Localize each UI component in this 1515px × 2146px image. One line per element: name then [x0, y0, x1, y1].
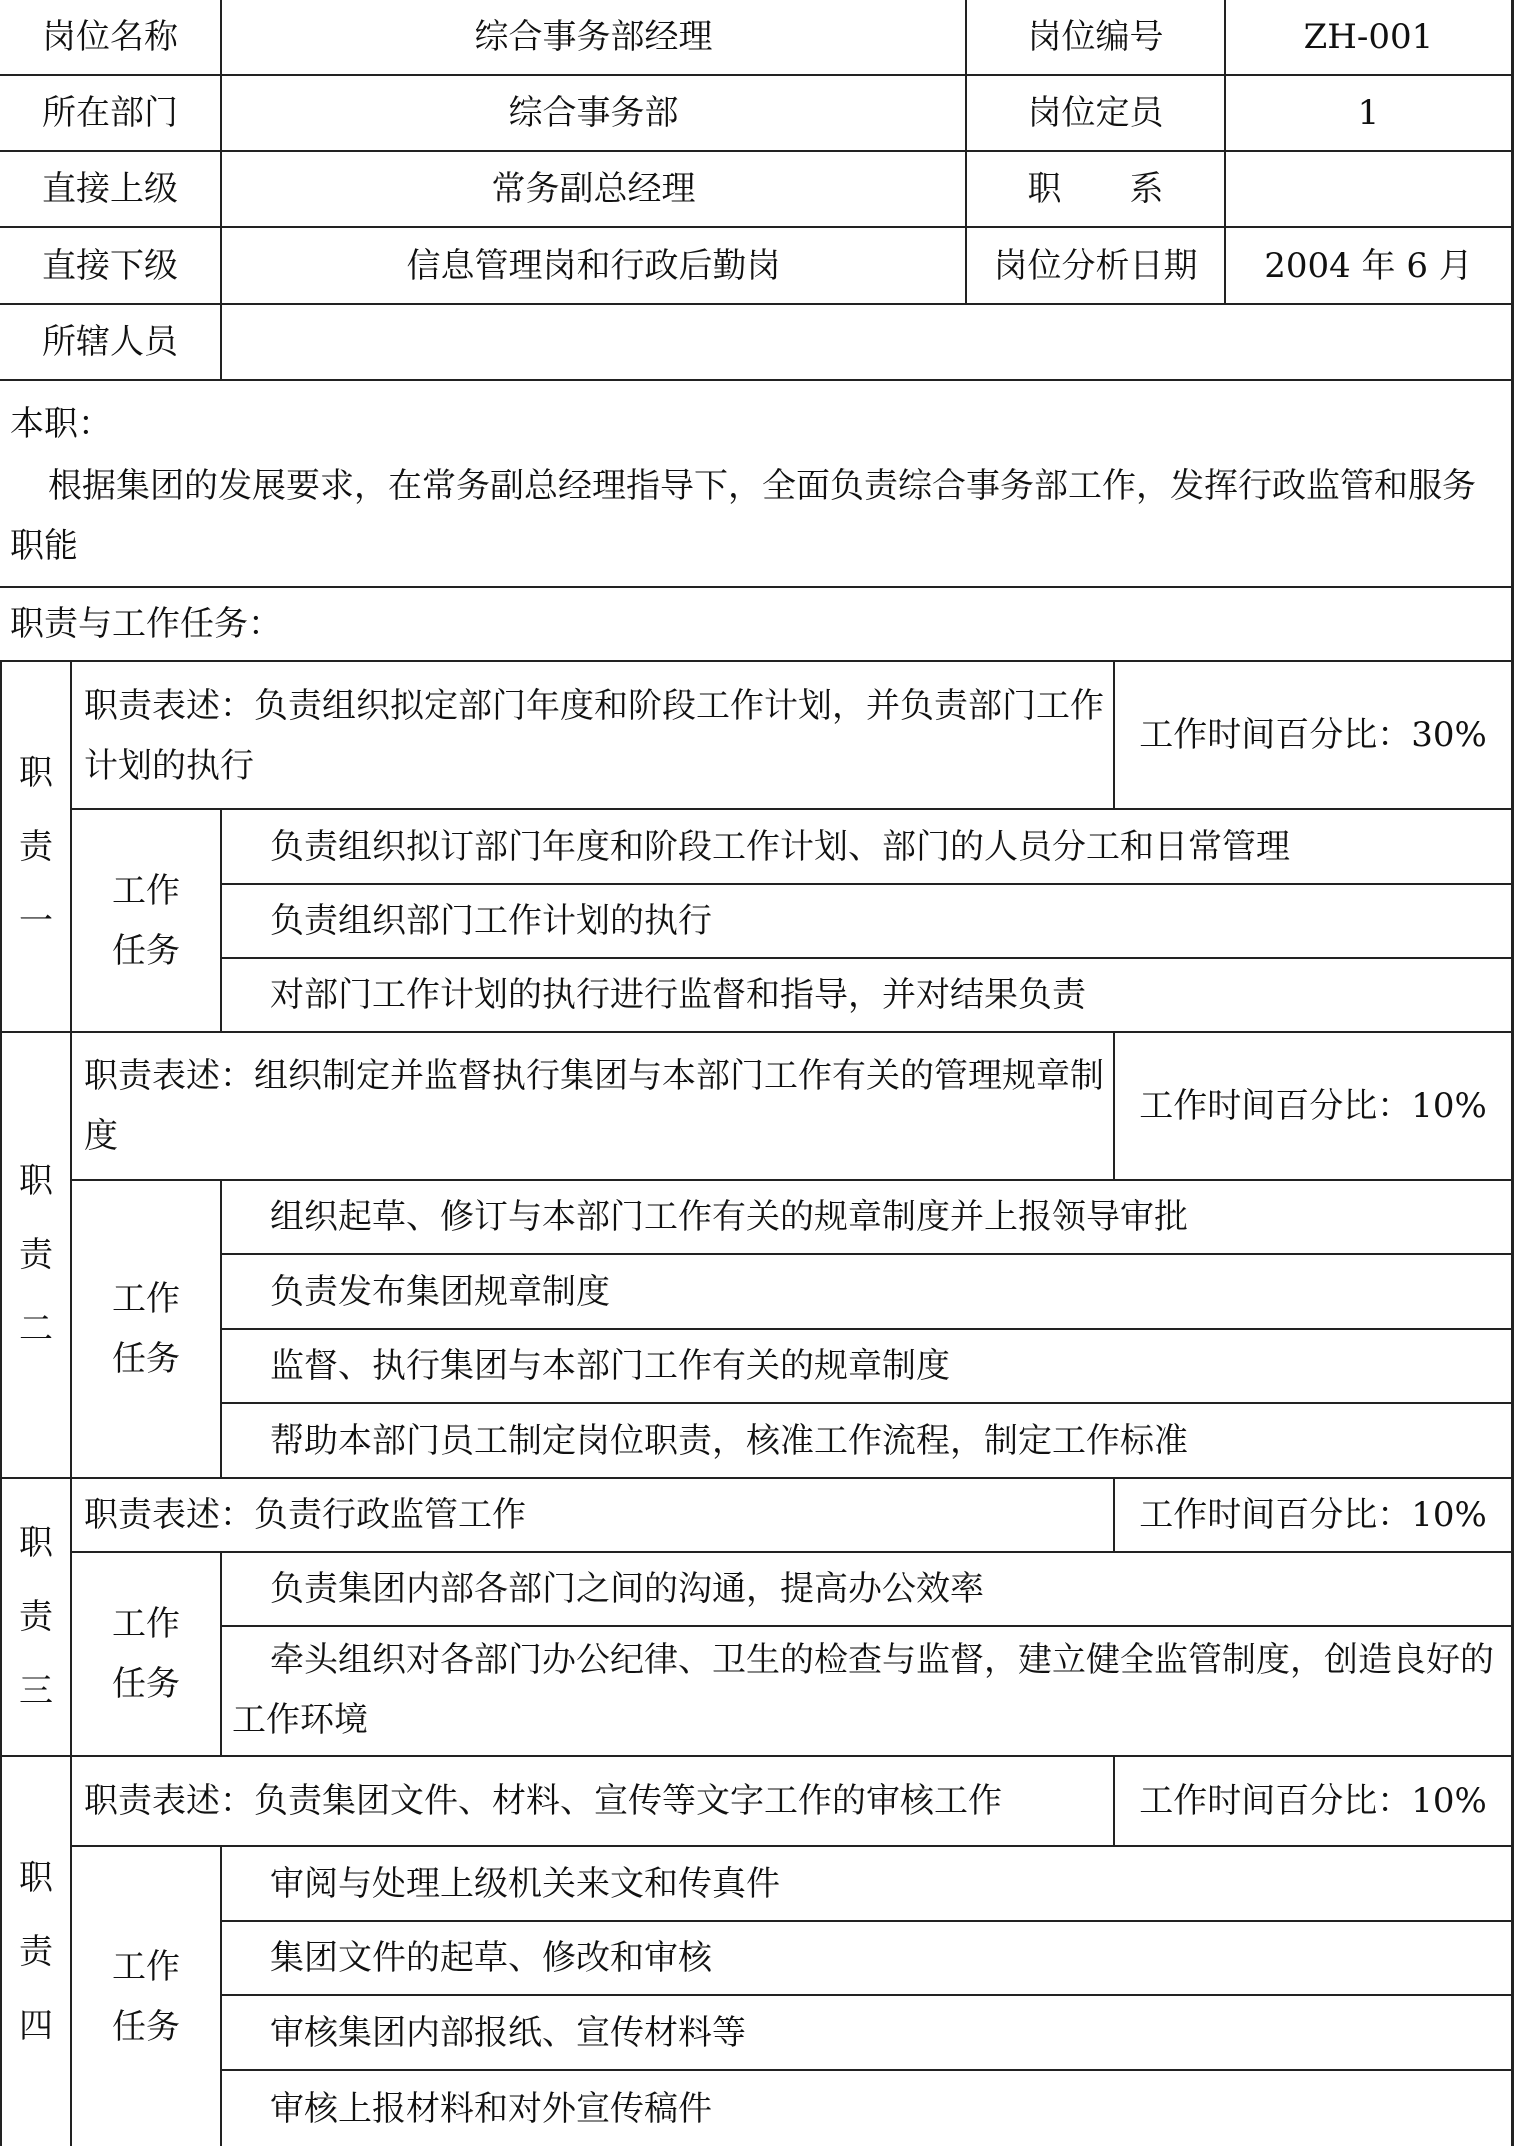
duty-1-percent: 工作时间百分比：30%	[1139, 715, 1487, 755]
label-department: 所在部门	[42, 93, 178, 133]
label-headcount: 岗位定员	[1027, 93, 1164, 133]
label-direct-superior: 直接上级	[42, 169, 178, 209]
duty-4-task: 审阅与处理上级机关来文和传真件	[270, 1863, 780, 1904]
duty-2-task-label: 工作 任务	[112, 1279, 180, 1379]
value-job-family	[1226, 152, 1511, 226]
label-position-name: 岗位名称	[42, 17, 178, 57]
duty-2-statement: 职责表述：组织制定并监督执行集团与本部门工作有关的管理规章制度	[84, 1056, 1104, 1156]
value-direct-subordinate: 信息管理岗和行政后勤岗	[406, 245, 781, 286]
duty-1-task: 负责组织部门工作计划的执行	[270, 901, 712, 941]
label-staff-under: 所辖人员	[42, 322, 178, 362]
duty-2-percent: 工作时间百分比：10%	[1139, 1086, 1487, 1126]
duty-2-task: 帮助本部门员工制定岗位职责，核准工作流程，制定工作标准	[270, 1420, 1188, 1461]
label-analysis-date: 岗位分析日期	[993, 245, 1198, 286]
value-headcount: 1	[1357, 93, 1380, 133]
label-position-code: 岗位编号	[1027, 17, 1164, 57]
summary-title: 本职：	[10, 404, 112, 444]
duty-3-name: 职 责 三	[19, 1523, 53, 1711]
value-position-name: 综合事务部经理	[474, 17, 713, 57]
duties-title: 职责与工作任务：	[10, 604, 282, 644]
value-position-code: ZH-001	[1303, 17, 1434, 57]
duty-3-task-label: 工作 任务	[112, 1604, 180, 1704]
duty-1-task-label: 工作 任务	[112, 870, 180, 971]
duty-1-name: 职 责 一	[19, 752, 53, 941]
value-analysis-date: 2004 年 6 月	[1264, 245, 1473, 286]
duty-2-task: 负责发布集团规章制度	[270, 1271, 610, 1312]
value-direct-superior: 常务副总经理	[491, 169, 696, 209]
duty-4-task: 审核上报材料和对外宣传稿件	[270, 2088, 712, 2129]
value-staff-under	[222, 305, 1511, 379]
duty-2-name: 职 责 二	[19, 1161, 53, 1349]
duty-3-statement: 职责表述：负责行政监管工作	[84, 1495, 526, 1535]
duty-4-percent: 工作时间百分比：10%	[1139, 1781, 1487, 1821]
label-direct-subordinate: 直接下级	[42, 245, 178, 286]
duty-1-task: 对部门工作计划的执行进行监督和指导，并对结果负责	[270, 975, 1086, 1015]
label-job-family: 职 系	[1027, 169, 1164, 209]
duty-3-task: 负责集团内部各部门之间的沟通，提高办公效率	[270, 1569, 984, 1609]
duty-2-task: 组织起草、修订与本部门工作有关的规章制度并上报领导审批	[270, 1197, 1188, 1237]
duty-3-percent: 工作时间百分比：10%	[1139, 1495, 1487, 1535]
duty-2-task: 监督、执行集团与本部门工作有关的规章制度	[270, 1346, 950, 1386]
duty-1-statement: 职责表述：负责组织拟定部门年度和阶段工作计划，并负责部门工作计划的执行	[84, 686, 1104, 786]
duty-4-task: 审核集团内部报纸、宣传材料等	[270, 2012, 746, 2053]
value-department: 综合事务部	[508, 93, 679, 133]
duty-3-task: 牵头组织对各部门办公纪律、卫生的检查与监督，建立健全监管制度，创造良好的工作环境	[232, 1640, 1494, 1740]
summary-text: 根据集团的发展要求，在常务副总经理指导下，全面负责综合事务部工作，发挥行政监管和服务职能	[10, 466, 1476, 566]
duty-4-statement: 职责表述：负责集团文件、材料、宣传等文字工作的审核工作	[84, 1781, 1002, 1821]
duty-4-task-label: 工作 任务	[112, 1946, 180, 2047]
duty-4-task: 集团文件的起草、修改和审核	[270, 1938, 712, 1978]
duty-4-name: 职 责 四	[19, 1857, 53, 2046]
duty-1-task: 负责组织拟订部门年度和阶段工作计划、部门的人员分工和日常管理	[270, 826, 1290, 867]
